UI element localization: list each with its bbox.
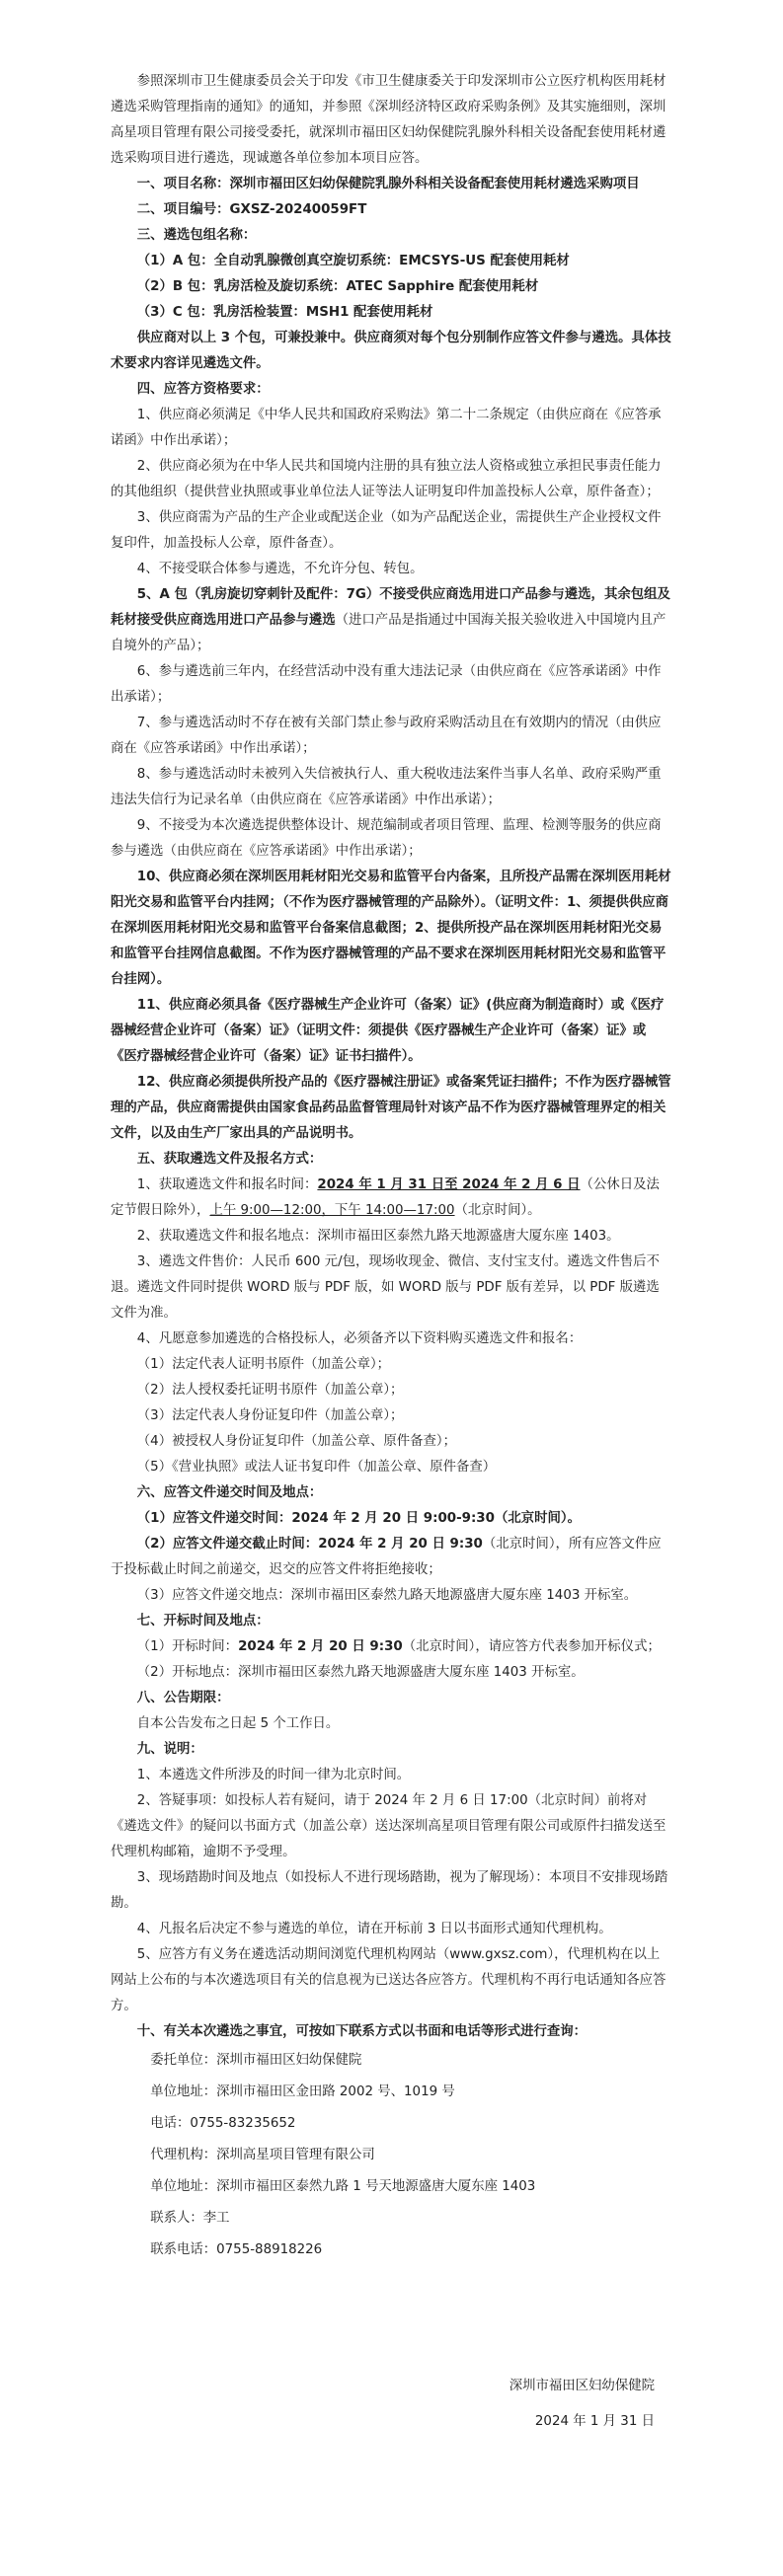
note-item: 1、本遴选文件所涉及的时间一律为北京时间。 [136, 1768, 411, 1782]
qualification-item [111, 582, 672, 659]
package-c: （3）C 包：乳房活检装置：MSH1 配套使用耗材 [136, 305, 433, 320]
intro-paragraph: 参照深圳市卫生健康委员会关于印发《市卫生健康委关于印发深圳市公立医疗机构医用耗材遴选采购管理指南的通知》的通知，并参照《深圳经济特区政府采购条例》及其实施细则，深圳高星项目管理有限公司接受委托，就深圳市福田区妇幼保健院乳腺外科相关设备配套使用耗材遴选采购项目进行遴选，现诚邀各单位参加本项目应答。 [111, 74, 666, 166]
opening-item [111, 1634, 672, 1660]
section-qualification-heading: 四、应答方资格要求： [136, 382, 270, 397]
opening-item: （2）开标地点：深圳市福田区泰然九路天地源盛唐大厦东座 1403 开标室。 [136, 1665, 585, 1680]
qualification-item: 6、参与遴选前三年内，在经营活动中没有重大违法记录（由供应商在《应答承诺函》中作出承诺）； [111, 664, 662, 705]
contact-agency-address: 单位地址：深圳市福田区泰然九路 1 号天地源盛唐大厦东座 1403 [150, 2179, 536, 2194]
obtain-hours: 上午 9:00—12:00，下午 14:00—17:00 [209, 1203, 455, 1218]
package-a: （1）A 包：全自动乳腺微创真空旋切系统：EMCSYS-US 配套使用耗材 [136, 254, 570, 268]
note-item: 3、现场踏勘时间及地点（如投标人不进行现场踏勘，视为了解现场）：本项目不安排现场踏勘。 [111, 1870, 668, 1911]
package-b: （2）B 包：乳房活检及旋切系统：ATEC Sapphire 配套使用耗材 [136, 279, 539, 294]
opening-time: 2024 年 2 月 20 日 9:30 [238, 1639, 403, 1654]
obtain-item: 4、凡愿意参加遴选的合格投标人，必须备齐以下资料购买遴选文件和报名： [136, 1331, 583, 1346]
opening-label: （1）开标时间： [136, 1639, 239, 1654]
obtain-label: 1、获取遴选文件和报名时间： [136, 1177, 318, 1192]
required-document: （2）法人授权委托证明书原件（加盖公章）； [136, 1383, 404, 1398]
qualification-item: 3、供应商需为产品的生产企业或配送企业（如为产品配送企业，需提供生产企业授权文件复印件，加盖投标人公章，原件备查）。 [111, 510, 662, 551]
qualification-item-bold: 5、A 包（乳房旋切穿刺针及配件：7G）不接受供应商选用进口产品参与遴选，其余包组及耗材接受供应商选用进口产品参与遴选 [111, 587, 670, 628]
signature-organization: 深圳市福田区妇幼保健院 [509, 2379, 655, 2393]
obtain-item [111, 1173, 672, 1224]
opening-note: （北京时间），请应答方代表参加开标仪式； [402, 1639, 661, 1654]
delivery-item: （1）应答文件递交时间：2024 年 2 月 20 日 9:00-9:30（北京时间）。 [136, 1511, 581, 1526]
delivery-deadline: （2）应答文件递交截止时间：2024 年 2 月 20 日 9:30 [136, 1537, 483, 1552]
required-document: （4）被授权人身份证复印件（加盖公章、原件备查）； [136, 1434, 456, 1449]
contact-person-phone: 联系电话：0755-88918226 [150, 2242, 323, 2257]
contact-agency: 代理机构：深圳高星项目管理有限公司 [150, 2148, 375, 2162]
qualification-item: 10、供应商必须在深圳医用耗材阳光交易和监管平台内备案，且所投产品需在深圳医用耗材阳光交易和监管平台内挂网；（不作为医疗器械管理的产品除外）。（证明文件：1、须提供供应商在深圳医用耗材阳光交易和监管平台备案信息截图；2、提供所投产品在深圳医用耗材阳光交易和监管平台挂网信息截图。不作为医疗器械管理的产品不要求在深圳医用耗材阳光交易和监管平台挂网）。 [111, 870, 671, 987]
required-document: （5）《营业执照》或法人证书复印件（加盖公章、原件备查） [136, 1460, 497, 1475]
obtain-date-range: 2024 年 1 月 31 日至 2024 年 2 月 6 日 [317, 1177, 581, 1192]
qualification-item: 7、参与遴选活动时不存在被有关部门禁止参与政府采购活动且在有效期内的情况（由供应商在《应答承诺函》中作出承诺）； [111, 716, 662, 756]
qualification-item: 8、参与遴选活动时未被列入失信被执行人、重大税收违法案件当事人名单、政府采购严重违法失信行为记录名单（由供应商在《应答承诺函》中作出承诺）； [111, 767, 662, 807]
qualification-item: 11、供应商必须具备《医疗器械生产企业许可（备案）证》(供应商为制造商时）或《医疗器械经营企业许可（备案）证》（证明文件：须提供《医疗器械生产企业许可（备案）证》或《医疗器械经营企业许可（备案）证》证书扫描件）。 [111, 998, 665, 1064]
required-document: （3）法定代表人身份证复印件（加盖公章）； [136, 1408, 404, 1423]
note-item: 5、应答方有义务在遴选活动期间浏览代理机构网站（www.gxsz.com），代理机构在以上网站上公布的与本次遴选项目有关的信息视为已送达各应答方。代理机构不再行电话通知各应答方。 [111, 1947, 666, 2013]
qualification-item: 4、不接受联合体参与遴选，不允许分包、转包。 [136, 562, 424, 576]
delivery-deadline-note: （北京时间），所有应答文件应于投标截止时间之前递交，迟交的应答文件将拒绝接收； [111, 1537, 662, 1577]
contact-client-phone: 电话：0755-83235652 [150, 2116, 296, 2131]
section-opening-heading: 七、开标时间及地点： [136, 1614, 270, 1629]
qualification-item: 12、供应商必须提供所投产品的《医疗器械注册证》或备案凭证扫描件；不作为医疗器械管理的产品，供应商需提供由国家食品药品监督管理局针对该产品不作为医疗器械管理界定的相关文件，以及由生产厂家出具的产品说明书。 [111, 1075, 671, 1141]
obtain-tz: （北京时间）。 [454, 1203, 541, 1218]
section-package-heading: 三、遴选包组名称： [136, 228, 257, 243]
section-notes-heading: 九、说明： [136, 1742, 203, 1757]
delivery-item: （3）应答文件递交地点：深圳市福田区泰然九路天地源盛唐大厦东座 1403 开标室。 [136, 1588, 638, 1603]
section-period-heading: 八、公告期限： [136, 1691, 230, 1705]
contact-person: 联系人：李工 [150, 2211, 230, 2226]
delivery-item [111, 1532, 672, 1583]
section-obtain-heading: 五、获取遴选文件及报名方式： [136, 1152, 323, 1167]
qualification-item: 9、不接受为本次遴选提供整体设计、规范编制或者项目管理、监理、检测等服务的供应商参与遴选（由供应商在《应答承诺函》中作出承诺）； [111, 818, 662, 859]
note-item: 4、凡报名后决定不参与遴选的单位，请在开标前 3 日以书面形式通知代理机构。 [136, 1922, 612, 1936]
section-project-number: 二、项目编号：GXSZ-20240059FT [136, 202, 367, 217]
obtain-item: 2、获取遴选文件和报名地点：深圳市福田区泰然九路天地源盛唐大厦东座 1403。 [136, 1229, 620, 1244]
period-text: 自本公告发布之日起 5 个工作日。 [136, 1716, 340, 1731]
required-document: （1）法定代表人证明书原件（加盖公章）； [136, 1357, 391, 1372]
signature-date: 2024 年 1 月 31 日 [534, 2414, 655, 2429]
section-delivery-heading: 六、应答文件递交时间及地点： [136, 1485, 323, 1500]
contact-client: 委托单位：深圳市福田区妇幼保健院 [150, 2053, 362, 2068]
obtain-item: 3、遴选文件售价：人民币 600 元/包，现场收现金、微信、支付宝支付。遴选文件售后不退。遴选文件同时提供 WORD 版与 PDF 版，如 WORD 版与 PDF 版有差异，以 PDF 版遴选文件为准。 [111, 1254, 660, 1321]
note-item: 2、答疑事项：如投标人若有疑问，请于 2024 年 2 月 6 日 17:00（北京时间）前将对《遴选文件》的疑问以书面方式（加盖公章）送达深圳高星项目管理有限公司或原件扫描发送至代理机构邮箱，逾期不予受理。 [111, 1793, 666, 1859]
obtain-note: （公休日及法定节假日除外）， [111, 1177, 660, 1218]
qualification-item: 2、供应商必须为在中华人民共和国境内注册的具有独立法人资格或独立承担民事责任能力的其他组织（提供营业执照或事业单位法人证等法人证明复印件加盖投标人公章，原件备查）； [111, 459, 662, 499]
contact-client-address: 单位地址：深圳市福田区金田路 2002 号、1019 号 [150, 2084, 455, 2099]
section-contact-heading: 十、有关本次遴选之事宜，可按如下联系方式以书面和电话等形式进行查询： [136, 2024, 587, 2039]
package-note: 供应商对以上 3 个包，可兼投兼中。供应商须对每个包分别制作应答文件参与遴选。具体技术要求内容详见遴选文件。 [111, 331, 671, 371]
section-project-name: 一、项目名称：深圳市福田区妇幼保健院乳腺外科相关设备配套使用耗材遴选采购项目 [136, 177, 640, 191]
qualification-item-rest: （进口产品是指通过中国海关报关验收进入中国境内且产自境外的产品）； [111, 613, 666, 653]
qualification-item: 1、供应商必须满足《中华人民共和国政府采购法》第二十二条规定（由供应商在《应答承诺函》中作出承诺）； [111, 408, 662, 448]
